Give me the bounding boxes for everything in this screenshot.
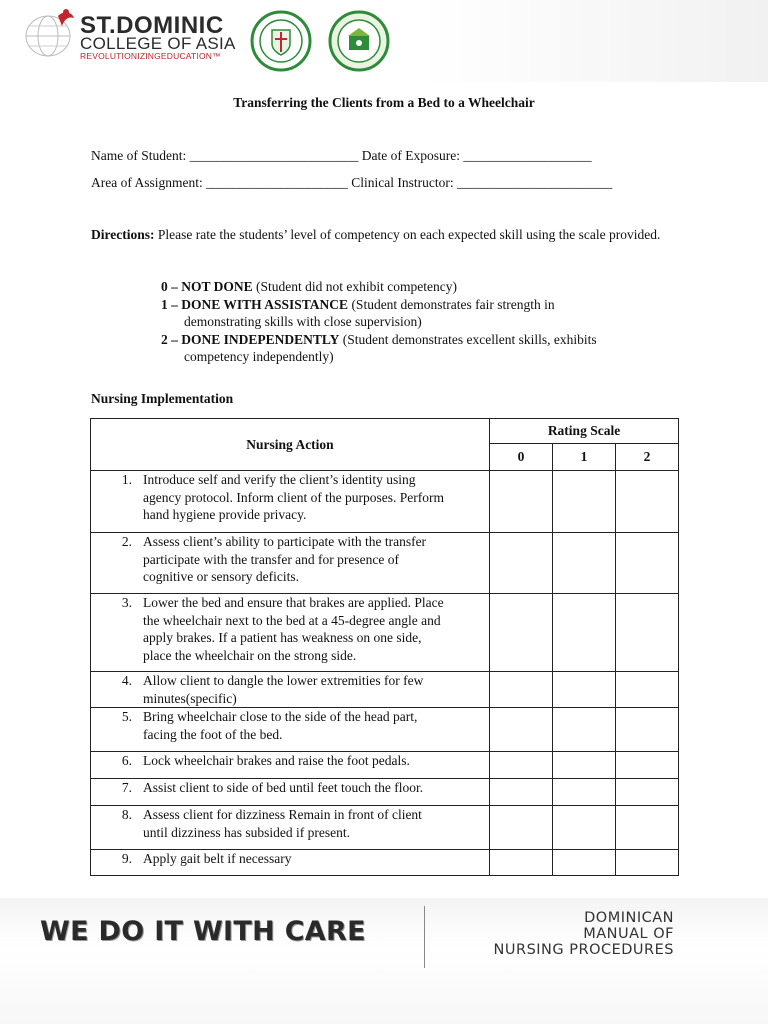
rating-scale-header: Rating Scale — [490, 419, 679, 444]
rating-cell-2[interactable] — [616, 672, 679, 708]
step-text-line: Bring wheelchair close to the side of the head part, — [143, 709, 418, 724]
rating-cell-0[interactable] — [490, 850, 553, 876]
document-title: Transferring the Clients from a Bed to a Wheelchair — [233, 95, 535, 110]
college-seal-icon — [250, 10, 312, 72]
rating-cell-0[interactable] — [490, 752, 553, 779]
logo-tagline: REVOLUTIONIZINGEDUCATION™ — [80, 51, 221, 61]
step-text-line: facing the foot of the bed. — [143, 726, 283, 742]
step-number: 8. — [121, 807, 132, 822]
step-text — [143, 533, 426, 586]
table-row — [91, 533, 679, 594]
checklist-table — [90, 418, 679, 876]
step-number: 4. — [121, 673, 132, 688]
step-number: 6. — [121, 753, 132, 768]
directions-text: Please rate the students’ level of competency on each expected skill using the scale provided. — [154, 227, 661, 242]
table-row — [91, 594, 679, 672]
step-text-line: Allow client to dangle the lower extremities for few — [143, 673, 424, 688]
nursing-action-cell — [91, 779, 490, 806]
nursing-action-cell — [91, 594, 490, 672]
rating-cell-1[interactable] — [553, 594, 616, 672]
assignment-instructor-line: Area of Assignment: _____________________ Clinical Instructor: _______________________ — [91, 175, 613, 190]
directions — [91, 226, 681, 244]
step-text — [143, 806, 422, 841]
step-text-line: Introduce self and verify the client’s identity using — [143, 472, 416, 487]
nursing-action-cell — [91, 806, 490, 850]
step — [91, 779, 489, 797]
rating-cell-0[interactable] — [490, 708, 553, 752]
directions-label: Directions: — [91, 227, 155, 242]
footer-divider — [424, 906, 425, 968]
step-text-line: participate with the transfer and for presence of — [143, 551, 400, 567]
step — [91, 471, 489, 524]
step-number: 7. — [121, 780, 132, 795]
table-row — [91, 850, 679, 876]
step-text-line: Apply gait belt if necessary — [143, 851, 292, 866]
step-text — [143, 594, 444, 664]
legend-code: 1 – DONE WITH ASSISTANCE — [161, 296, 349, 312]
legend-desc: (Student did not exhibit competency) — [252, 279, 457, 294]
rating-cell-0[interactable] — [490, 594, 553, 672]
rating-legend — [161, 278, 681, 366]
rating-cell-1[interactable] — [553, 752, 616, 779]
legend-item — [161, 331, 681, 349]
rating-cell-2[interactable] — [616, 708, 679, 752]
rating-cell-1[interactable] — [553, 850, 616, 876]
step-text-line: Assess client for dizziness Remain in front of client — [143, 807, 422, 822]
nursing-action-header: Nursing Action — [91, 419, 490, 471]
step — [91, 594, 489, 664]
school-logo — [22, 6, 242, 60]
rating-cell-2[interactable] — [616, 533, 679, 594]
rating-cell-2[interactable] — [616, 806, 679, 850]
step-text-line: place the wheelchair on the strong side. — [143, 647, 357, 663]
nursing-action-cell — [91, 533, 490, 594]
step-text-line: the wheelchair next to the bed at a 45-degree angle and — [143, 612, 441, 628]
section-title: Nursing Implementation — [91, 391, 234, 406]
manual-title — [494, 910, 674, 958]
table-row — [91, 471, 679, 533]
step-text — [143, 850, 291, 868]
step-text — [143, 672, 423, 707]
rating-col-2: 2 — [616, 444, 679, 471]
nursing-action-cell — [91, 752, 490, 779]
legend-desc: (Student demonstrates excellent skills, exhibits — [339, 331, 597, 347]
logo-college: COLLEGE OF ASIA — [80, 34, 236, 53]
table-row — [91, 672, 679, 708]
rating-cell-2[interactable] — [616, 752, 679, 779]
rating-cell-1[interactable] — [553, 471, 616, 533]
legend-item — [161, 278, 681, 296]
step-text — [143, 752, 410, 770]
step-number: 5. — [121, 709, 132, 724]
step-text — [143, 471, 444, 524]
step-number: 9. — [121, 851, 132, 866]
table-row — [91, 752, 679, 779]
step-text-line: Lower the bed and ensure that brakes are applied. Place — [143, 595, 444, 610]
nursing-action-cell — [91, 850, 490, 876]
manual-line: MANUAL OF — [583, 926, 674, 942]
rating-cell-2[interactable] — [616, 779, 679, 806]
step-text-line: Lock wheelchair brakes and raise the foot pedals. — [143, 753, 410, 768]
rating-col-0: 0 — [490, 444, 553, 471]
rating-cell-2[interactable] — [616, 850, 679, 876]
step-text-line: apply brakes. If a patient has weakness on one side, — [143, 630, 422, 645]
step — [91, 806, 489, 841]
nursing-action-cell — [91, 471, 490, 533]
logo-st-dominic: ST.DOMINIC — [80, 12, 224, 39]
step — [91, 672, 489, 707]
student-exposure-line: Name of Student: _________________________ Date of Exposure: ___________________ — [91, 148, 592, 163]
step-text-line: Assess client’s ability to participate with the transfer — [143, 534, 427, 549]
nursing-action-cell — [91, 672, 490, 708]
step-number: 1. — [121, 472, 132, 487]
step-text-line: agency protocol. Inform client of the purposes. Perform — [143, 489, 445, 505]
step-text-line: hand hygiene provide privacy. — [143, 507, 307, 522]
legend-continuation: competency independently) — [184, 349, 334, 364]
rating-cell-0[interactable] — [490, 806, 553, 850]
legend-code: 0 – NOT DONE — [161, 279, 253, 294]
rating-cell-2[interactable] — [616, 594, 679, 672]
table-row — [91, 708, 679, 752]
rating-cell-0[interactable] — [490, 672, 553, 708]
step — [91, 850, 489, 868]
rating-cell-1[interactable] — [553, 533, 616, 594]
rating-cell-1[interactable] — [553, 672, 616, 708]
legend-code: 2 – DONE INDEPENDENTLY — [161, 331, 340, 347]
step-text-line: minutes(specific) — [143, 690, 237, 706]
step — [91, 533, 489, 586]
rating-cell-0[interactable] — [490, 533, 553, 594]
manual-line: NURSING PROCEDURES — [493, 942, 674, 958]
step — [91, 752, 489, 770]
rating-cell-0[interactable] — [490, 471, 553, 533]
step-number: 3. — [121, 595, 132, 610]
table-row — [91, 806, 679, 850]
legend-continuation: demonstrating skills with close supervision) — [184, 314, 422, 329]
rating-cell-0[interactable] — [490, 779, 553, 806]
step-text-line: cognitive or sensory deficits. — [143, 569, 299, 584]
globe-icon — [22, 6, 82, 60]
step — [91, 708, 489, 743]
footer-slogan: WE DO IT WITH CARE — [40, 916, 366, 947]
step-number: 2. — [121, 534, 132, 549]
nursing-action-cell — [91, 708, 490, 752]
rating-cell-1[interactable] — [553, 708, 616, 752]
step-text-line: until dizziness has subsided if present. — [143, 824, 350, 840]
manual-line: DOMINICAN — [584, 910, 674, 926]
rating-cell-1[interactable] — [553, 806, 616, 850]
table-row — [91, 779, 679, 806]
rating-cell-2[interactable] — [616, 471, 679, 533]
legend-item — [161, 296, 681, 314]
rating-cell-1[interactable] — [553, 779, 616, 806]
nursing-seal-icon — [328, 10, 390, 72]
legend-desc: (Student demonstrates fair strength in — [348, 296, 555, 312]
step-text — [143, 779, 423, 797]
rating-col-1: 1 — [553, 444, 616, 471]
step-text-line: Assist client to side of bed until feet touch the floor. — [143, 780, 424, 795]
step-text — [143, 708, 417, 743]
